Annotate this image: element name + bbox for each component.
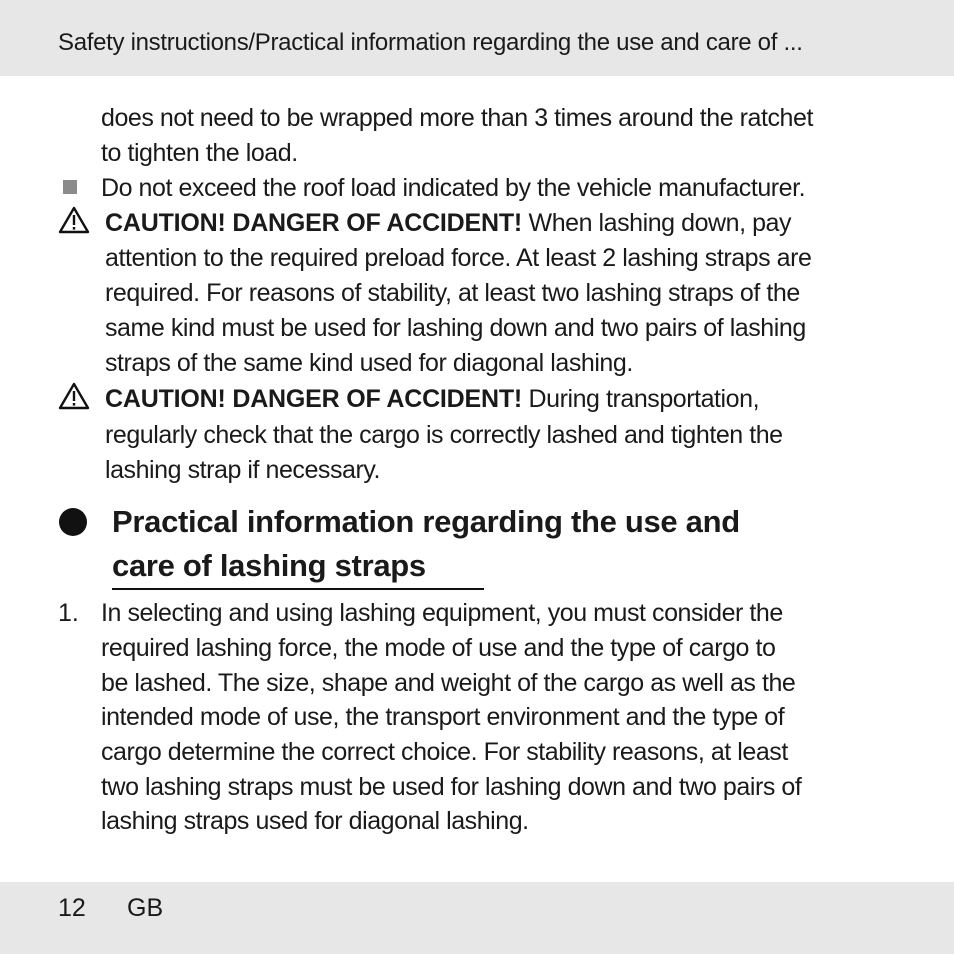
continuation-line-2: to tighten the load. xyxy=(101,139,298,167)
item-1-line-5: cargo determine the correct choice. For stability reasons, at least xyxy=(101,738,788,766)
item-1-line-1: In selecting and using lashing equipment, you must consider the xyxy=(101,599,783,627)
square-bullet-icon xyxy=(63,180,77,194)
list-item-number: 1. xyxy=(58,599,79,627)
continuation-line-1: does not need to be wrapped more than 3 times around the ratchet xyxy=(101,104,813,132)
item-1-line-2: required lashing force, the mode of use and the type of cargo to xyxy=(101,634,776,662)
caution-1-label: CAUTION! DANGER OF ACCIDENT! xyxy=(105,209,523,237)
caution-2-first-line-rest: During transportation, xyxy=(522,385,760,413)
item-1-line-3: be lashed. The size, shape and weight of the cargo as well as the xyxy=(101,669,796,697)
section-heading-underline xyxy=(112,588,484,590)
caution-1-line-3: required. For reasons of stability, at least two lashing straps of the xyxy=(105,279,800,307)
caution-2-line-2: regularly check that the cargo is correctly lashed and tighten the xyxy=(105,421,783,449)
item-1-line-6: two lashing straps must be used for lashing down and two pairs of xyxy=(101,773,802,801)
section-heading-line-2: care of lashing straps xyxy=(112,548,426,583)
section-heading-line-1: Practical information regarding the use and xyxy=(112,504,740,539)
warning-triangle-icon xyxy=(58,382,90,410)
item-1-line-7: lashing straps used for diagonal lashing. xyxy=(101,807,529,835)
caution-1-line-4: same kind must be used for lashing down and two pairs of lashing xyxy=(105,314,806,342)
caution-2-first-line xyxy=(105,382,759,417)
filled-circle-icon xyxy=(59,508,87,536)
caution-2-line-3: lashing strap if necessary. xyxy=(105,456,381,484)
caution-2-label: CAUTION! DANGER OF ACCIDENT! xyxy=(105,385,523,413)
caution-1-line-5: straps of the same kind used for diagonal lashing. xyxy=(105,349,633,377)
caution-1-first-line xyxy=(105,206,791,241)
bullet-text: Do not exceed the roof load indicated by the vehicle manufacturer. xyxy=(101,174,806,202)
page-number: 12 xyxy=(58,894,86,922)
language-code: GB xyxy=(127,894,164,922)
warning-triangle-icon xyxy=(58,206,90,234)
header-title: Safety instructions/Practical information regarding the use and care of ... xyxy=(58,29,803,56)
caution-1-first-line-rest: When lashing down, pay xyxy=(522,209,792,237)
caution-1-line-2: attention to the required preload force. At least 2 lashing straps are xyxy=(105,244,812,272)
item-1-line-4: intended mode of use, the transport environment and the type of xyxy=(101,703,785,731)
